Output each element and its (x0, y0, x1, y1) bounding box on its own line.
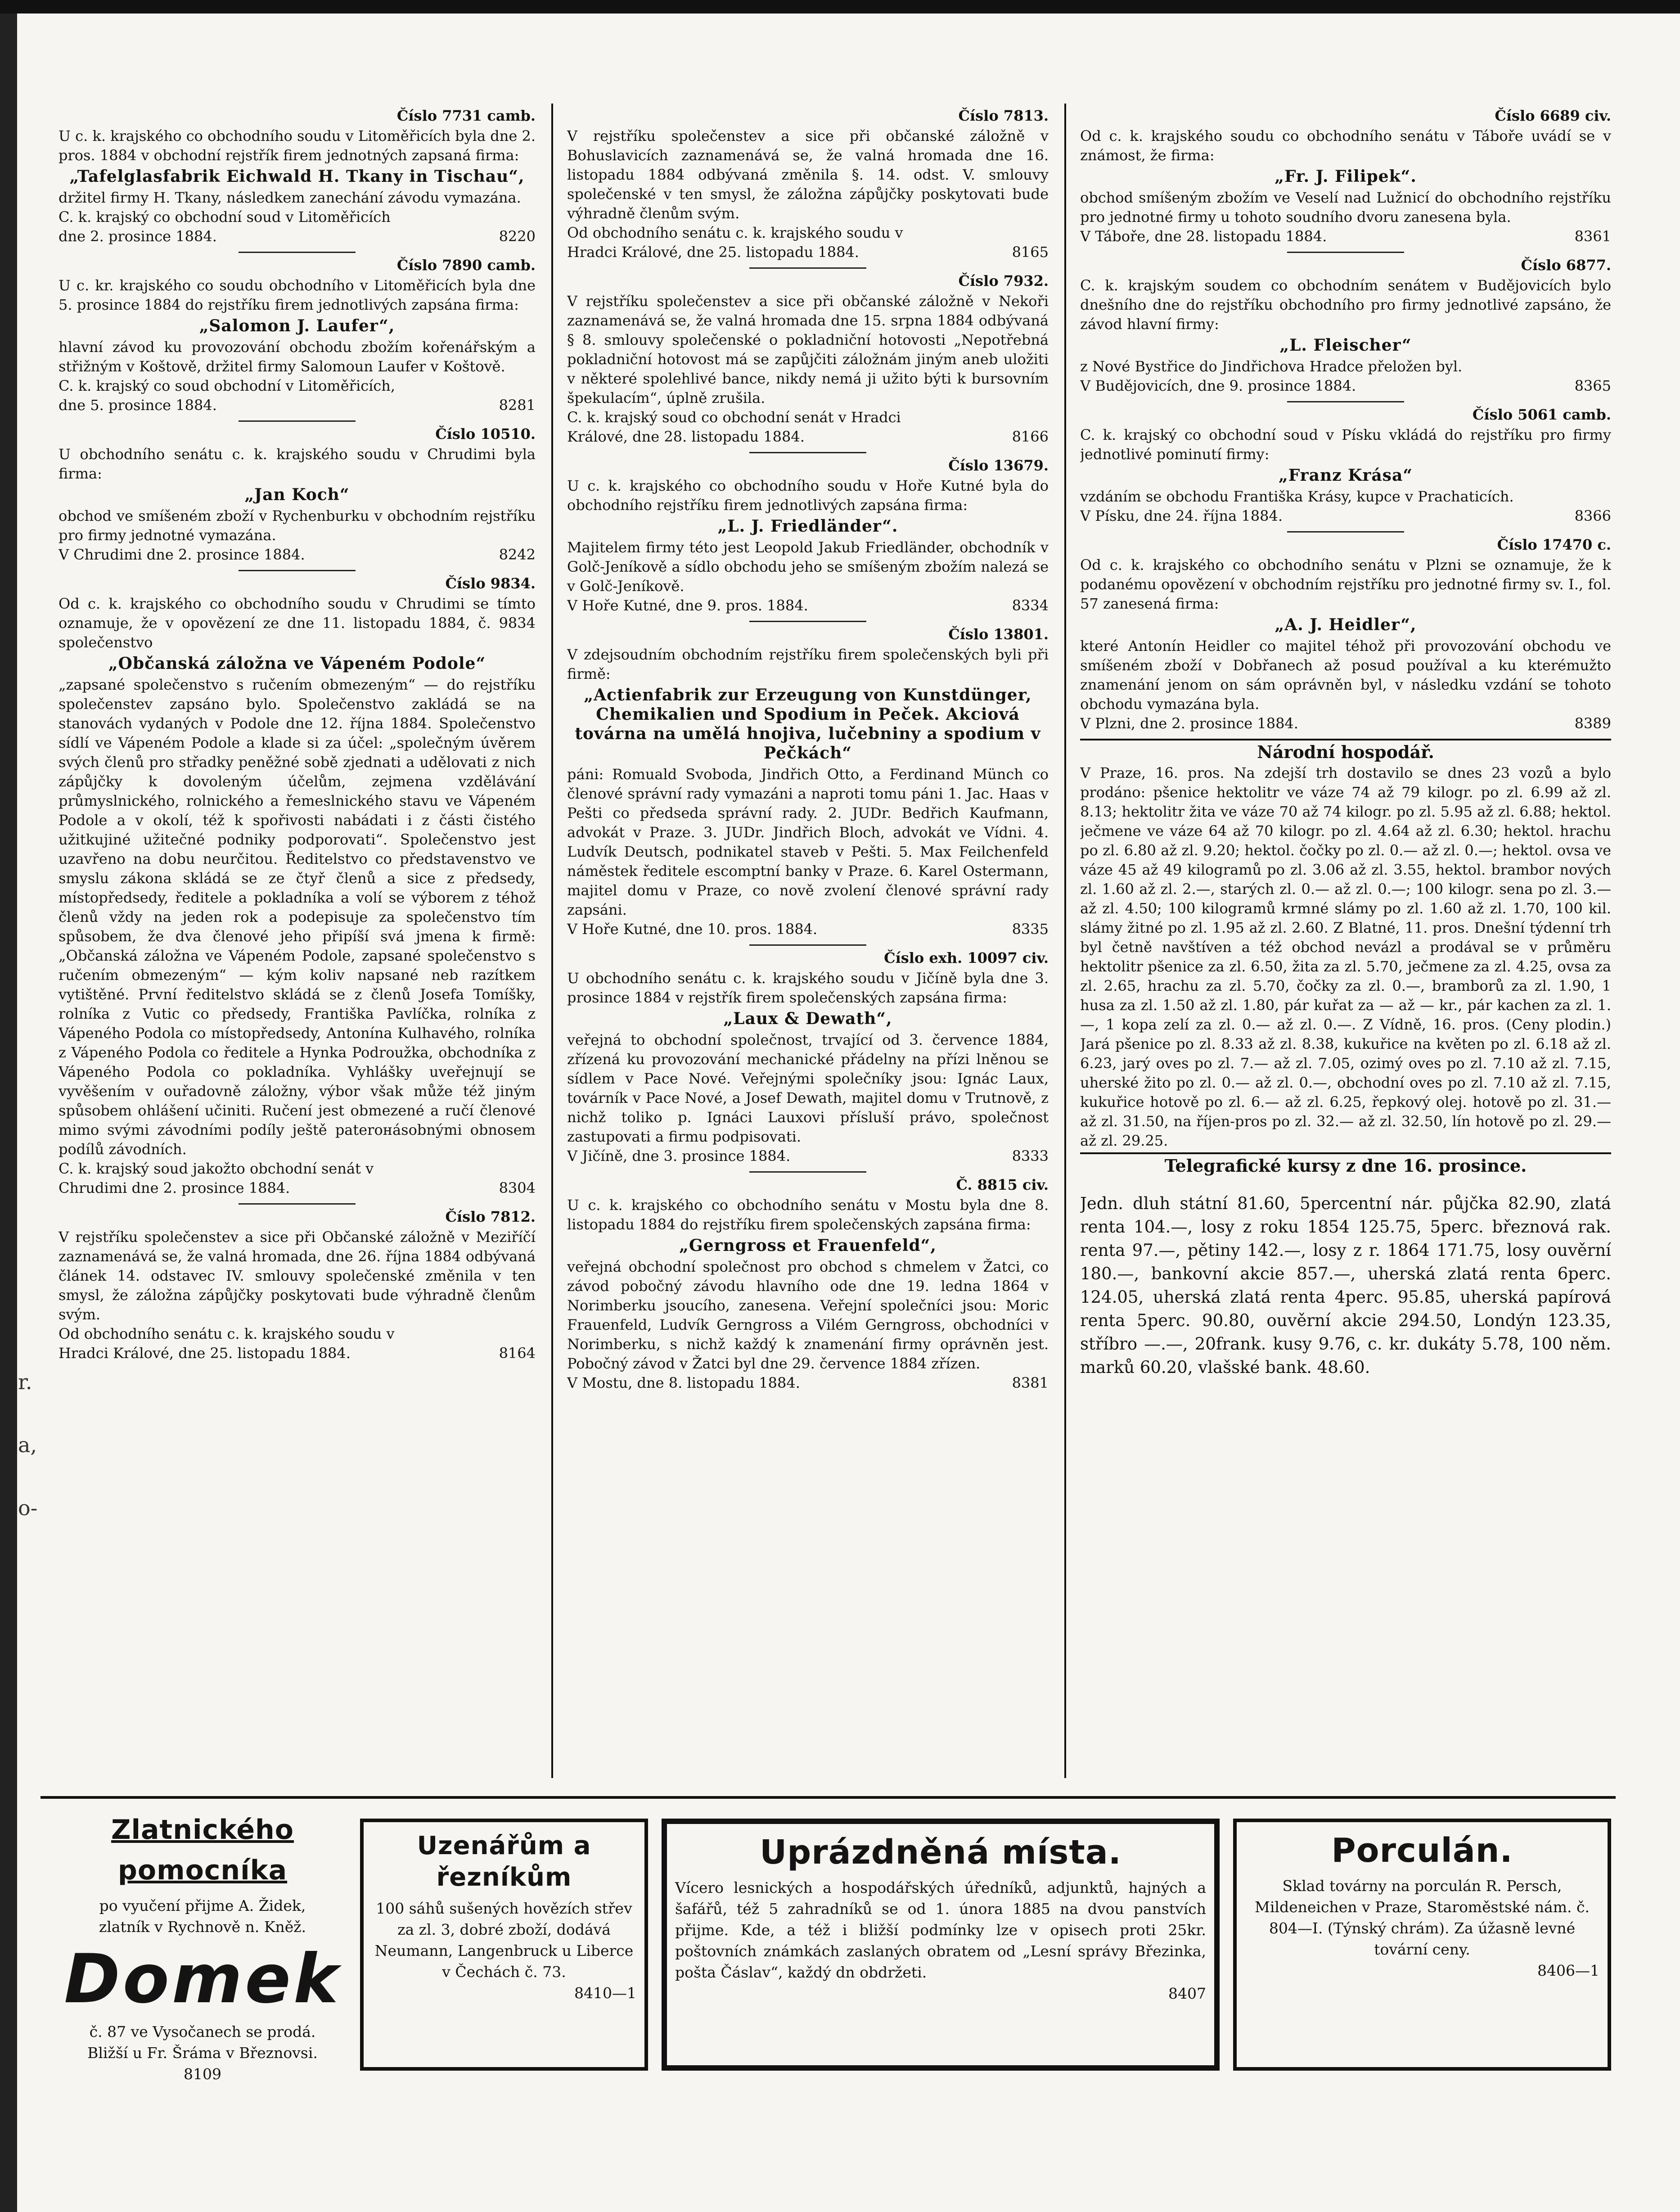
section-heading: Národní hospodář. (1257, 742, 1434, 762)
notice-number: Číslo 13801. (948, 626, 1049, 643)
notice-5061 (1080, 405, 1611, 526)
footer-number: 8242 (499, 546, 536, 563)
notice-footer (59, 1344, 536, 1363)
notice-intro: V rejstříku společenstev a sice při občanské záložně v Bohuslavicích zaznamenává se, že valná hromada dne 16. listopadu 1884 odbývaná změnila §. 14. odst. V. smlouvy společenské v ten smysl, že záložna zápůjčky poskytovati bude výhradně členům svým. (567, 127, 1049, 222)
ad-number: 8406—1 (1537, 1962, 1599, 1979)
notice-body: veřejná obchodní společnost pro obchod s chmelem v Žatci, co závod pobočný závodu hlavního ode dne 19. ledna 1864 v Norimberku jsoucího, zanesena. Veřejní společníci jsou: Moric Frauenfeld, Ludvík Gerngross a Vilém Gerngross, obchodníci v Norimberku, s nichž každý k znamenání firmy oprávněn jest. Pobočný závod v Žatci byl dne 29. července 1884 zřízen. (567, 1258, 1049, 1372)
notice-13679 (567, 456, 1049, 615)
ads-top-rule (41, 1796, 1616, 1799)
ad-line: Bližší u Fr. Šrámа v Březnovsi. (87, 2044, 318, 2062)
footer-number: 8334 (1012, 597, 1049, 614)
separator (749, 621, 866, 622)
separator (1287, 252, 1404, 253)
ad-uprazdnena-mista (662, 1819, 1220, 2071)
ad-line: č. 87 ve Vysočanech se prodá. (89, 2023, 316, 2040)
market-report: V Praze, 16. pros. Na zdejší trh dostavilo se dnes 23 vozů a bylo prodáno: pšenice hektolitr ve váze 74 až 79 kilogr. po zl. 6.99 až zl. 8.13; hektolitr žita ve váze 70 až 74 kilogr. po zl. 5.95 až zl. 6.88; hektol. ječmene ve váze 64 až 70 kilogr. po zl. 4.64 až zl. 6.30; hektol. hrachu po zl. 6.80 až zl. 9.20; hektol. čočky po zl. 0.— až zl. 0.—; hektol. ovsa ve váze 45 až 49 kilogramů po zl. 3.06 až zl. 3.55, hektol. brambor nových zl. 1.60 až zl. 2.—, starých zl. 0.— až zl. 0.—; 100 kilogr. sena po zl. 3.— až zl. 4.50; 100 kilogramů krmné slámy po zl. 1.60 až zl. 1.70, 100 kil. slámy žitné po zl. 1.95 až zl. 2.60. Z Blatné, 11. pros. Dnešní týdenní trh byl četně navštíven a též obchod nevázl a prodával se v průměru hektolitr pšenice za zl. 6.50, žita za zl. 5.70, ječmene za zl. 4.25, ovsa za zl. 2.65, hrachu za zl. 5.70, čočky za zl. 0.—, bramborů za zl. 1.90, 1 husa za zl. 1.50 až zl. 1.80, pár kuřat za — až — kr., pár kachen za zl. 1.—, 1 kopa zelí za zl. 0.— až zl. 0.—. Z Vídně, 16. pros. (Ceny plodin.) Jará pšenice po zl. 8.33 až zl. 8.38, kukuřice na květen po zl. 6.18 až zl. 6.23, jarý oves po zl. 7.— až zl. 7.05, ozimý oves po zl. 7.10 až zl. 7.15, uherské žito po zl. 0.— až zl. 0.—, obchodní oves po zl. 7.10 až zl. 7.15, kukuřice hotově po zl. 6.— až zl. 6.25, řepkový olej. hotově po zl. 31.— až zl. 31.50, na říjen-pros po zl. 32.— až zl. 32.50, lín hotově po zl. 29.— až zl. 29.25. (1080, 764, 1611, 1149)
notice-6689 (1080, 106, 1611, 246)
firm-name: „Gerngross et Frauenfeld“, (679, 1236, 937, 1255)
notice-intro: Od c. k. krajského soudu co obchodního senátu v Táboře uvádí se v známost, že firma: (1080, 127, 1611, 164)
ad-frame (360, 1819, 648, 2071)
footer-number: 8164 (499, 1345, 536, 1362)
notice-9834 (59, 574, 536, 1198)
firm-name: „Salomon J. Laufer“, (199, 316, 395, 335)
page-edge-fragments: r. a, o- (18, 1370, 38, 1520)
notice-footer (1080, 227, 1611, 246)
notice-number: Číslo 6877. (1521, 257, 1611, 274)
narodni-hospodar-section (1080, 742, 1611, 1151)
notice-intro: C. k. krajský co obchodní soud v Písku vkládá do rejstříku pro firmy jednotlivé pominutí firmy: (1080, 426, 1611, 463)
separator (239, 1203, 356, 1205)
notice-number: Číslo 13679. (948, 457, 1049, 474)
firm-name: „A. J. Heidler“, (1275, 615, 1417, 634)
notice-intro: U c. kr. krajského co soudu obchodního v Litoměřicích byla dne 5. prosince 1884 do rejstříku firem jednotlivých zapsána firma: (59, 277, 536, 313)
ad-frame (662, 1819, 1220, 2071)
notice-7890 (59, 256, 536, 415)
notice-8815 (567, 1175, 1049, 1393)
ad-title: Porculán. (1331, 1831, 1513, 1870)
notice-body: držitel firmy H. Tkany, následkem zanechání závodu vymazána. (59, 189, 521, 206)
footer-place: dne 2. prosince 1884. (59, 228, 217, 245)
column-3 (1080, 104, 1611, 1778)
ad-number: 8410—1 (574, 1984, 636, 2002)
newspaper-page (59, 104, 1611, 1796)
footer-number: 8365 (1574, 377, 1611, 394)
footer-place: V Budějovicích, dne 9. prosince 1884. (1080, 377, 1356, 394)
notice-intro: U c. k. krajského co obchodního soudu v Hoře Kutné byla do obchodního rejstříku firem jednotlivých zapsána firma: (567, 477, 1049, 514)
notice-number: Číslo 7813. (958, 107, 1049, 124)
separator (239, 570, 356, 571)
section-heading: Telegrafické kursy z dne 16. prosince. (1164, 1156, 1527, 1176)
footer-number: 8281 (499, 397, 536, 414)
notice-number: Číslo 7731 camb. (396, 107, 536, 124)
separator (239, 420, 356, 422)
notice-7812 (59, 1207, 536, 1363)
telegraficke-kursy-section (1080, 1156, 1611, 1379)
ad-porculan (1233, 1819, 1611, 2071)
firm-name: „Jan Koch“ (244, 485, 350, 504)
footer-place: Hradci Králové, dne 25. listopadu 1884. (567, 244, 859, 261)
notice-footer (1080, 714, 1611, 733)
separator (239, 252, 356, 253)
notice-number: Číslo 7932. (958, 272, 1049, 289)
notice-footer (567, 1147, 1049, 1166)
footer-place: V Hoře Kutné, dne 9. pros. 1884. (567, 597, 808, 614)
ad-text: Vícero lesnických a hospodářských úředníků, adjunktů, hajných a šafářů, též 5 zahradníků se od 1. února 1885 na dvou panstvích přijme. Kde, a též i bližší podmínky lze v opisech proti 25kr. poštovních známkách zaslaných obratem od „Lesní správy Březinka, pošta Čáslav“, každý dn obdržeti. (675, 1879, 1206, 1981)
notice-body: hlavní závod ku provozování obchodu zbožím kořenářským a střižným v Koštově, držitel firmy Salomoun Laufer v Koštově. (59, 339, 536, 375)
footer-place: Chrudimi dne 2. prosince 1884. (59, 1179, 290, 1196)
notice-7932 (567, 271, 1049, 447)
separator (749, 267, 866, 269)
notice-number: Číslo 17470 c. (1497, 536, 1611, 553)
footer-number: 8333 (1012, 1147, 1049, 1165)
notice-body: obchod smíšeným zbožím ve Veselí nad Lužnicí do obchodního rejstříku pro jednotné firmy u tohoto soudního dvoru zanesena byla. (1080, 189, 1611, 226)
notice-signature: C. k. krajský co obchodní soud v Litoměřicích (59, 208, 391, 226)
notice-signature: Od obchodního senátu c. k. krajského soudu v (59, 1325, 395, 1342)
footer-number: 8166 (1012, 428, 1049, 445)
notice-footer (1080, 506, 1611, 526)
notice-17470 (1080, 535, 1611, 733)
notice-10097 (567, 948, 1049, 1166)
ad-text: Sklad továrny na porculán R. Persch, Mildeneichen v Praze, Staroměstské nám. č. 804—I. (Týnský chrám). Za úžasně levné tovární ceny. (1255, 1877, 1590, 1958)
notice-7731 (59, 106, 536, 246)
footer-number: 8304 (499, 1179, 536, 1196)
ad-domek (54, 1810, 351, 2125)
notice-footer (567, 427, 1049, 447)
notice-body: veřejná to obchodní společnost, trvající od 3. července 1884, zřízená ku provozování mechanické přádelny na přízi lněnou se sídlem v Pace Nové. Veřejnými společníky jsou: Ignác Laux, továrník v Pace Nové, a Josef Dewath, majitel domu v Trutnově, z nichž toliko p. Ignáci Lauxovi přísluší právo, společnost zastupovati a firmu podpisovati. (567, 1031, 1049, 1145)
footer-place: V Písku, dne 24. října 1884. (1080, 507, 1283, 524)
notice-13801 (567, 625, 1049, 939)
firm-name: „L. J. Friedländer“. (717, 517, 898, 536)
notice-body: „zapsané společenstvo s ručením obmezeným“ — do rejstříku společenstev zapsáno bylo. Společenstvo zakládá se na stanovách vydaných v Podole dne 12. října 1884. Společenstvo sídlí ve Vápeném Podole a klade si za účel: „společným úvěrem svých členů pro střadky peněžné sobě zjednati a udělovati z nich zápůjčky k dovoleným účelům, zejmena vzdělávání průmyslnického, rolnického a řemeslnického stavu ve Vápeném Podole a v okolí, též k spořivosti nabádati i z části čistého užitkujiné užitečné podniky podporovati“. Společenstvo jest uzavřeno na dobu neurčitou. Ředitelstvo co představenstvo ve smyslu zákona skládá se ze čtyř členů a sice z předsedy, místopředsedy, ředitele a pokladníka a volí se výborem z téhož členů vždy na jeden rok a podepisuje za společenstvo tím spůsobem, že dva členové jeho připíší svá jmena k firmě: „Občanská záložna ve Vápeném Podole, zapsané společenstvo s ručením obmezeným“ — kým koliv napsané neb razítkem vytištěné. První ředitelstvo skládá se z členů Josefa Tomíšky, rolníka z Vutic co předsedy, Františka Pavlíčka, rolníka z Vápeného Podola co místopředsedy, Antonína Kulhavého, rolníka z Vápeného Podola co ředitele a Hynka Podroužka, obchodníka z Vápeného Podola co pokladníka. Vyhlášky uveřejnují se vyvěšením v ouřadovně záložny, výbor však může též jiným spůsobem ohlášení učiniti. Ručení jest obmezené a ručí členové mimo svými závodními podíly ještě paterонásobnými obnosem podílů závodních. (59, 676, 536, 1158)
ad-headline: Domek (64, 1940, 341, 2018)
notice-body: které Antonín Heidler co majitel téhož při provozování obchodu ve smíšeném zboží v Dobřanech až posud používal a ku kterémužto znamenání jenom on sám oprávněn byl, v následku vzdání se tohoto obchodu vymazána byla. (1080, 637, 1611, 713)
ad-number: 8109 (184, 2065, 221, 2083)
notice-footer (59, 396, 536, 415)
notice-intro: U obchodního senátu c. k. krajského soudu v Chrudimi byla firma: (59, 446, 536, 482)
notice-intro: V rejstříku společenstev a sice při Občanské záložně v Meziříčí zaznamenává se, že valná hromada, dne 26. října 1884 odbývaná článek 14. odstavec IV. smlouvy společenské změnila v ten smysl, že záložna zápůjčky poskytovati bude výhradně členům svým. (59, 1228, 536, 1323)
notice-number: Číslo 7890 camb. (396, 257, 536, 274)
notice-footer (1080, 376, 1611, 396)
notice-footer (567, 920, 1049, 939)
firm-name: „Fr. J. Filipek“. (1275, 167, 1417, 186)
footer-number: 8335 (1012, 921, 1049, 938)
section-rule (1080, 1152, 1611, 1154)
notice-footer (59, 227, 536, 246)
notice-footer (567, 243, 1049, 262)
notice-body: Majitelem firmy této jest Leopold Jakub Friedländer, obchodník v Golč-Jeníkově a sídlo obchodu jeho se smíšeným zbožím nalezá se v Golč-Jeníkově. (567, 539, 1049, 595)
notice-signature: C. k. krajský co soud obchodní v Litoměřicích, (59, 377, 396, 394)
notice-body: z Nové Bystřice do Jindřichova Hradce přeložen byl. (1080, 358, 1463, 375)
ad-title: Uzenářům a řezníkům (417, 1831, 591, 1892)
column-1 (59, 104, 536, 1778)
notice-intro: U obchodního senátu c. k. krajského soudu v Jičíně byla dne 3. prosince 1884 v rejstřík firem společenských zapsána firma: (567, 970, 1049, 1006)
notice-intro: Od c. k. krajského co obchodního soudu v Chrudimi se tímto oznamuje, že v opovězení ze dne 11. listopadu 1884, č. 9834 společenstvo (59, 595, 536, 651)
notice-intro: Od c. k. krajského co obchodního senátu v Plzni se oznamuje, že k podanému opovězení v obchodním rejstříku pro jednotné firmy sv. I., fol. 57 zanesená firma: (1080, 556, 1611, 612)
footer-number: 8361 (1574, 228, 1611, 245)
footer-number: 8165 (1012, 244, 1049, 261)
notice-footer (59, 1178, 536, 1198)
notice-body: páni: Romuald Svoboda, Jindřich Otto, a Ferdinand Münch co členové správní rady vymazáni a naproti tomu páni 1. Jac. Haas v Pešti co předseda správní rady. 2. JUDr. Bedřich Kaufmann, advokát v Praze. 3. JUDr. Jindřich Bloch, advokát ve Vídni. 4. Ludvík Deutsch, podnikatel staveb v Pešti. 5. Max Feilchenfeld náměstek ředitele escomptní banky v Praze. 6. Karel Ostermann, majitel domu v Praze, co nově zvolení členové správní rady zapsáni. (567, 766, 1049, 918)
separator (749, 1171, 866, 1173)
ad-title: Uprázdněná místa. (760, 1833, 1122, 1872)
footer-place: Hradci Králové, dne 25. listopadu 1884. (59, 1345, 351, 1362)
separator (749, 452, 866, 453)
footer-place: V Hoře Kutné, dne 10. pros. 1884. (567, 921, 818, 938)
firm-name: „Actienfabrik zur Erzeugung von Kunstdünger, Chemikalien und Spodium in Peček. Akciová továrna na umělá hnojiva, lučebniny a spodium v Pečkách“ (575, 686, 1041, 763)
notice-10510 (59, 424, 536, 564)
notice-intro: C. k. krajským soudem co obchodním senátem v Budějovicích bylo dnešního dne do rejstříku obchodního pro firmy jednotlivé zapsáno, že závod hlavní firmy: (1080, 277, 1611, 333)
notice-intro: V rejstříku společenstev a sice při občanské záložně v Nekoři zaznamenává se, že valná hromada dne 15. srpna 1884 odbývaná § 8. smlouvy společenské o pokladniční hotovosti „Nepotřebná pokladniční hotovost má se zapůjčiti záložnám jiným aneb uložiti v některé spolehlivé bance, nikdy nemá ji užito býti k bursovním špekulacím“, úplně zrušila. (567, 293, 1049, 406)
notice-signature: Od obchodního senátu c. k. krajského soudu v (567, 224, 903, 241)
ad-line: po vyučení přijme A. Židek, (99, 1897, 306, 1914)
scan-top-border (0, 0, 1680, 14)
footer-number: 8381 (1012, 1374, 1049, 1391)
separator (749, 944, 866, 946)
scan-left-border (0, 14, 17, 2212)
notice-body: obchod ve smíšeném zboží v Rychenburku v obchodním rejstříku pro firmy jednotné vymazána. (59, 507, 536, 544)
firm-name: „Laux & Dewath“, (723, 1009, 892, 1028)
notice-intro: V zdejsoudním obchodním rejstříku firem společenských byli při firmě: (567, 646, 1049, 682)
separator (1287, 401, 1404, 402)
footer-place: V Táboře, dne 28. listopadu 1884. (1080, 228, 1327, 245)
footer-number: 8366 (1574, 507, 1611, 524)
ad-frame (1233, 1819, 1611, 2071)
firm-name: „Franz Krása“ (1279, 466, 1413, 485)
footer-number: 8389 (1574, 715, 1611, 732)
column-rule (551, 104, 553, 1778)
ad-text: 100 sáhů sušených hovězích střev za zl. 3, dobré zboží, dodává Neumann, Langenbruck u Liberce v Čechách č. 73. (374, 1900, 634, 1981)
notice-body: vzdáním se obchodu Františka Krásy, kupce v Prachaticích. (1080, 488, 1514, 505)
footer-place: dne 5. prosince 1884. (59, 397, 217, 414)
notice-number: Č. 8815 civ. (956, 1176, 1049, 1193)
footer-place: V Jičíně, dne 3. prosince 1884. (567, 1147, 791, 1165)
ad-line: zlatník v Rychnově n. Kněž. (99, 1918, 306, 1936)
notice-intro: U c. k. krajského co obchodního senátu v Mostu byla dne 8. listopadu 1884 do rejstříku firem společenských zapsána firma: (567, 1196, 1049, 1233)
firm-name: „Občanská záložna ve Vápeném Podole“ (108, 654, 486, 673)
footer-place: V Plzni, dne 2. prosince 1884. (1080, 715, 1298, 732)
notice-number: Číslo exh. 10097 civ. (884, 949, 1049, 966)
notice-6877 (1080, 256, 1611, 396)
footer-place: V Chrudimi dne 2. prosince 1884. (59, 546, 305, 563)
notice-number: Číslo 10510. (435, 425, 536, 442)
notice-signature: C. k. krajský soud co obchodní senát v Hradci (567, 409, 901, 426)
exchange-rates: Jedn. dluh státní 81.60, 5percentní nár. půjčka 82.90, zlatá renta 104.—, losy z roku 1854 125.75, 5perc. březnová rak. renta 97.—, pětiny 142.—, losy z r. 1864 171.75, losy ouvěrní 180.—, bankovní akcie 857.—, uherská zlatá renta 6perc. 124.05, uherská zlatá renta 4perc. 95.85, uherská papírová renta 5perc. 90.80, ouvěrní akcie 294.50, Londýn 123.35, stříbro —.—, 20frank. kusy 9.76, c. kr. dukáty 5.78, 100 něm. marků 60.20, vlašské bank. 48.60. (1080, 1194, 1611, 1377)
column-rule (1064, 104, 1066, 1778)
firm-name: „Tafelglasfabrik Eichwald H. Tkany in Tischau“, (69, 167, 525, 186)
notice-footer (567, 596, 1049, 615)
footer-place: Králové, dne 28. listopadu 1884. (567, 428, 805, 445)
notice-7813 (567, 106, 1049, 262)
column-2 (567, 104, 1049, 1778)
ad-title: Zlatnického pomocníka (111, 1814, 294, 1886)
ad-uzenar (360, 1819, 648, 2071)
section-rule (1080, 739, 1611, 740)
footer-number: 8220 (499, 228, 536, 245)
notice-footer (567, 1373, 1049, 1393)
footer-place: V Mostu, dne 8. listopadu 1884. (567, 1374, 800, 1391)
firm-name: „L. Fleischer“ (1279, 336, 1412, 355)
notice-number: Číslo 6689 civ. (1495, 107, 1611, 124)
notice-number: Číslo 5061 camb. (1472, 406, 1611, 423)
notice-footer (59, 545, 536, 564)
ad-number: 8407 (1168, 1985, 1206, 2002)
notice-number: Číslo 9834. (445, 575, 536, 592)
notice-signature: C. k. krajský soud jakožto obchodní senát v (59, 1160, 374, 1177)
separator (1287, 531, 1404, 533)
notice-intro: U c. k. krajského co obchodního soudu v Litoměřicích byla dne 2. pros. 1884 v obchodní rejstřík firem jednotných zapsaná firma: (59, 127, 536, 164)
notice-number: Číslo 7812. (445, 1208, 536, 1225)
